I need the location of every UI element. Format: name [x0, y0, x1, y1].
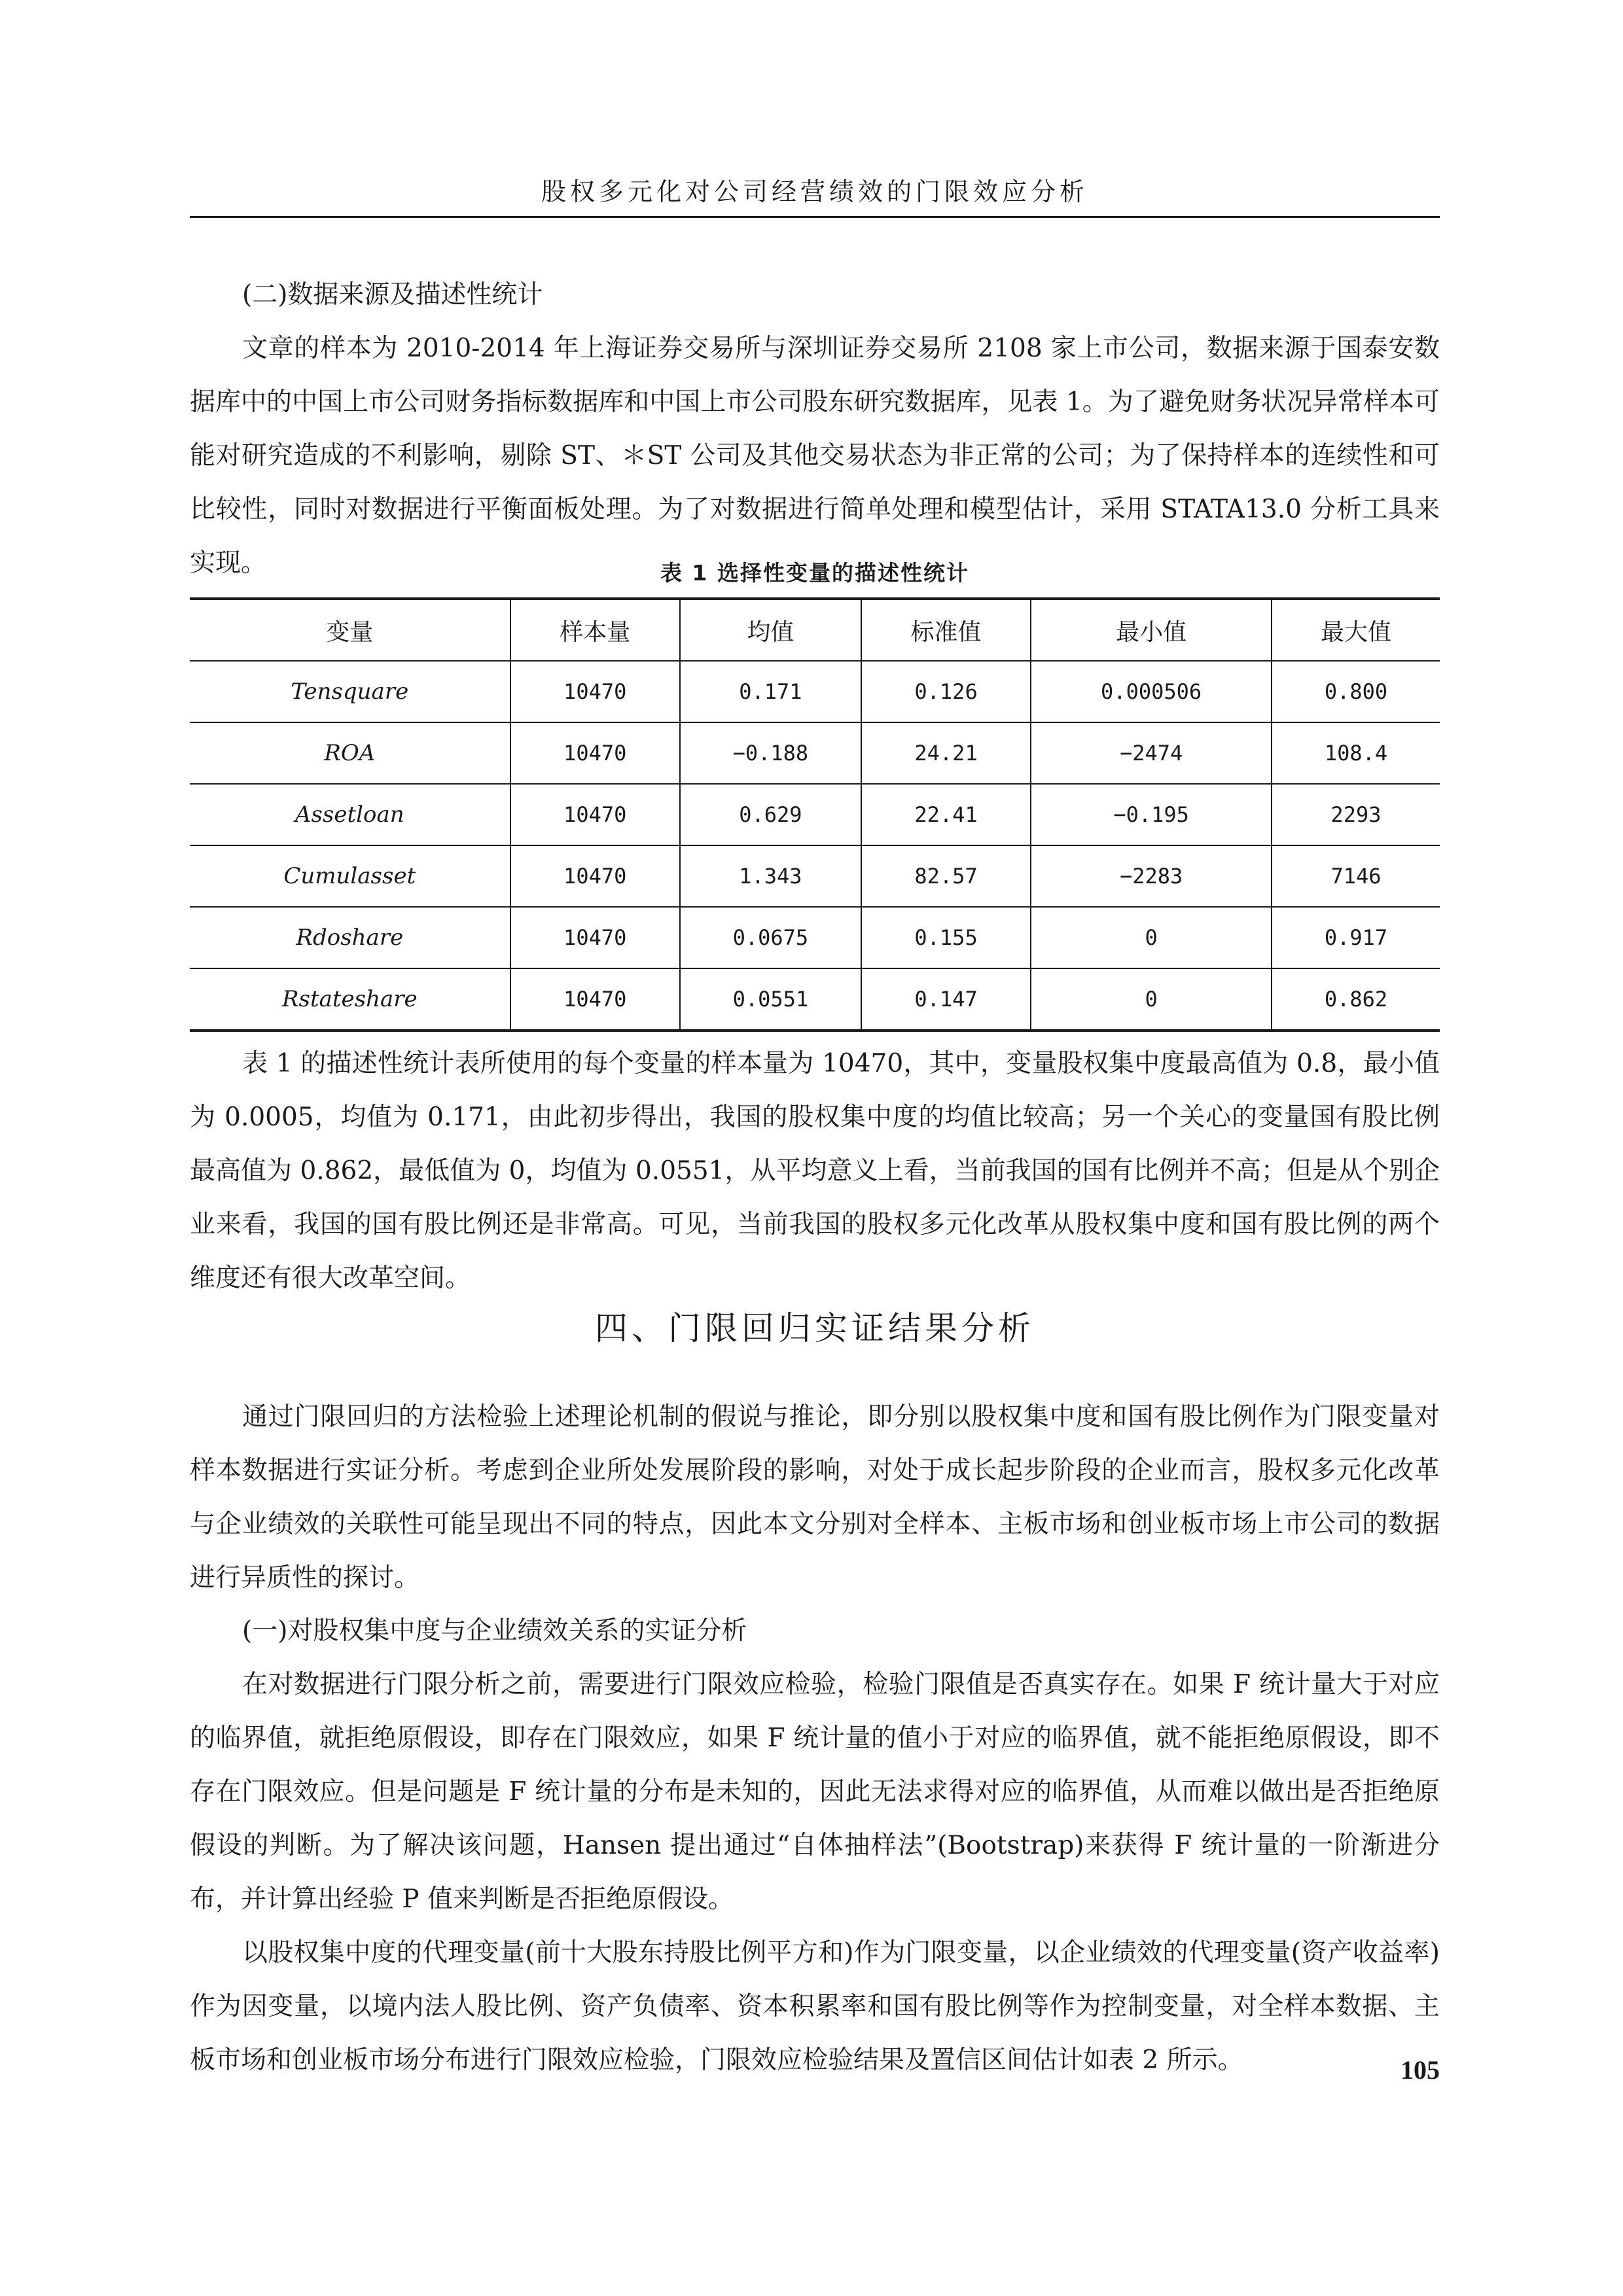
table-cell: 0.917 — [1272, 907, 1440, 968]
table-row — [190, 722, 1440, 784]
table-header-cell: 最大值 — [1272, 599, 1440, 661]
table-cell: 108.4 — [1272, 722, 1440, 784]
table-row — [190, 661, 1440, 722]
table-cell: 2293 — [1272, 784, 1440, 845]
table-cell: 24.21 — [861, 722, 1031, 784]
table-cell: 7146 — [1272, 845, 1440, 907]
table-cell-variable: Rdoshare — [190, 907, 510, 968]
table-cell: 10470 — [510, 845, 680, 907]
table-cell: 1.343 — [680, 845, 861, 907]
table-cell: −0.195 — [1031, 784, 1272, 845]
table-cell: 10470 — [510, 661, 680, 722]
table-cell: 0 — [1031, 907, 1272, 968]
table-cell: 22.41 — [861, 784, 1031, 845]
table-row — [190, 907, 1440, 968]
descriptive-stats-table — [190, 597, 1440, 1032]
section-title: 四、门限回归实证结果分析 — [595, 1309, 1035, 1347]
table-row — [190, 845, 1440, 907]
table-cell: 82.57 — [861, 845, 1031, 907]
paragraph-proxy-variables: 以股权集中度的代理变量(前十大股东持股比例平方和)作为门限变量，以企业绩效的代理变量(资产收益率)作为因变量，以境内法人股比例、资产负债率、资本积累率和国有股比例等作为控制变量，对全样本数据、主板市场和创业板市场分布进行门限效应检验，门限效应检验结果及置信区间估计如表 2 所示。 — [190, 1938, 1440, 2075]
table-cell: 0.0551 — [680, 968, 861, 1031]
paragraph-table-discussion: 表 1 的描述性统计表所使用的每个变量的样本量为 10470，其中，变量股权集中度最高值为 0.8，最小值为 0.0005，均值为 0.171，由此初步得出，我国的股权集中度的均值比较高；另一个关心的变量国有股比例最高值为 0.862，最低值为 0，均值为 0.0551，从平均意义上看，当前我国的国有比例并不高；但是从个别企业来看，我国的国有股比例还是非常高。可见，当前我国的股权多元化改革从股权集中度和国有股比例的两个维度还有很大改革空间。 — [190, 1049, 1440, 1293]
header-rule — [190, 216, 1440, 218]
page-number: 105 — [1400, 2055, 1440, 2085]
table-header-row — [190, 599, 1440, 661]
table-cell-variable: Cumulasset — [190, 845, 510, 907]
table-cell-variable: Rstateshare — [190, 968, 510, 1031]
table-cell-variable: Tensquare — [190, 661, 510, 722]
table-cell: 0.800 — [1272, 661, 1440, 722]
table-cell: 0.000506 — [1031, 661, 1272, 722]
table-cell: 0.171 — [680, 661, 861, 722]
table-header-cell: 标准值 — [861, 599, 1031, 661]
table-cell: 0.862 — [1272, 968, 1440, 1031]
table-caption: 表 1 选择性变量的描述性统计 — [660, 560, 969, 586]
table-cell-variable: Assetloan — [190, 784, 510, 845]
subsection-heading-concentration: (一)对股权集中度与企业绩效关系的实证分析 — [242, 1616, 747, 1646]
paragraph-data-source: 文章的样本为 2010-2014 年上海证券交易所与深圳证券交易所 2108 家上市公司，数据来源于国泰安数据库中的中国上市公司财务指标数据库和中国上市公司股东研究数据库，见表 1。为了避免财务状况异常样本可能对研究造成的不利影响，剔除 ST、＊ST 公司及其他交易状态为非正常的公司；为了保持样本的连续性和可比较性，同时对数据进行平衡面板处理。为了对数据进行简单处理和模型估计，采用 STATA13.0 分析工具来实现。 — [190, 334, 1440, 578]
running-header: 股权多元化对公司经营绩效的门限效应分析 — [541, 177, 1088, 206]
table-header-cell: 均值 — [680, 599, 861, 661]
table-cell: −2283 — [1031, 845, 1272, 907]
table-header-cell: 样本量 — [510, 599, 680, 661]
table-cell: 0.155 — [861, 907, 1031, 968]
table-cell: 10470 — [510, 722, 680, 784]
table-cell: −0.188 — [680, 722, 861, 784]
table-row — [190, 968, 1440, 1031]
table-cell: −2474 — [1031, 722, 1272, 784]
table-cell: 10470 — [510, 784, 680, 845]
table-cell: 0.147 — [861, 968, 1031, 1031]
table-row — [190, 784, 1440, 845]
paragraph-section-intro: 通过门限回归的方法检验上述理论机制的假说与推论，即分别以股权集中度和国有股比例作为门限变量对样本数据进行实证分析。考虑到企业所处发展阶段的影响，对处于成长起步阶段的企业而言，股权多元化改革与企业绩效的关联性可能呈现出不同的特点，因此本文分别对全样本、主板市场和创业板市场上市公司的数据进行异质性的探讨。 — [190, 1402, 1440, 1593]
table-cell: 0.629 — [680, 784, 861, 845]
table-header-cell: 变量 — [190, 599, 510, 661]
table-cell: 0 — [1031, 968, 1272, 1031]
table-cell: 10470 — [510, 968, 680, 1031]
subsection-heading-data-source: (二)数据来源及描述性统计 — [242, 280, 543, 309]
table-cell: 0.0675 — [680, 907, 861, 968]
table-cell: 10470 — [510, 907, 680, 968]
table-cell: 0.126 — [861, 661, 1031, 722]
table-cell-variable: ROA — [190, 722, 510, 784]
paragraph-threshold-test: 在对数据进行门限分析之前，需要进行门限效应检验，检验门限值是否真实存在。如果 F 统计量大于对应的临界值，就拒绝原假设，即存在门限效应，如果 F 统计量的值小于对应的临界值，就不能拒绝原假设，即不存在门限效应。但是问题是 F 统计量的分布是未知的，因此无法求得对应的临界值，从而难以做出是否拒绝原假设的判断。为了解决该问题，Hansen 提出通过“自体抽样法”(Bootstrap)来获得 F 统计量的一阶渐进分布，并计算出经验 P 值来判断是否拒绝原假设。 — [190, 1670, 1440, 1914]
table-header-cell: 最小值 — [1031, 599, 1272, 661]
